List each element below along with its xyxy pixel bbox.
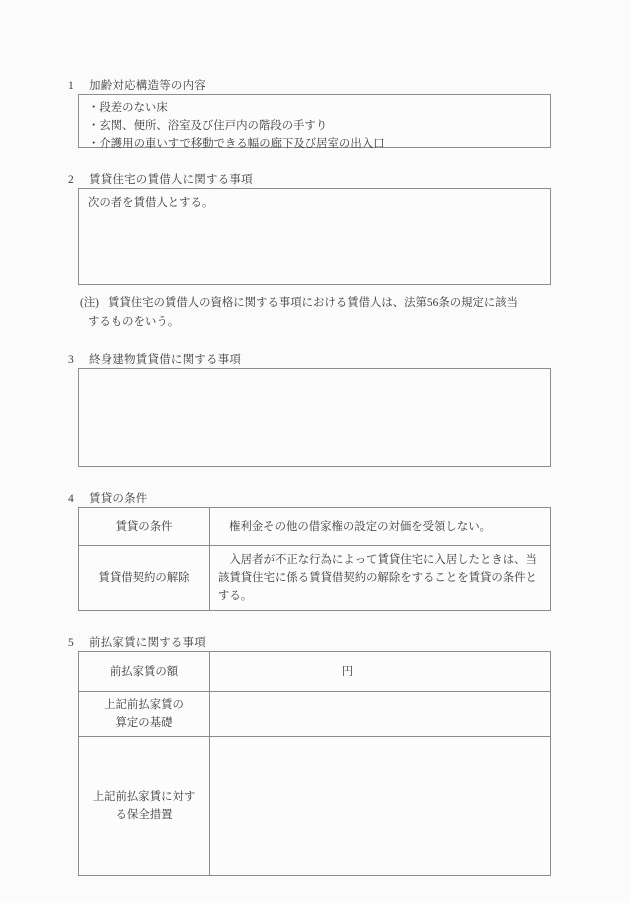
lessee-statement: 次の者を賃借人とする。 [88,197,214,209]
row-value-protection-measures[interactable] [210,737,551,876]
section-2-content-box[interactable] [78,188,551,285]
section-1-content-box [78,94,551,148]
section-4-heading [68,491,551,507]
section-5-heading [68,635,551,651]
section-5-title: 前払家賃に関する事項 [89,637,206,649]
prepaid-rent-table [78,651,551,876]
section-4-number: 4 [68,493,74,505]
section-5-number: 5 [68,637,74,649]
section-3-title: 終身建物賃貸借に関する事項 [89,354,242,366]
prepaid-basis-line-1: 上記前払家賃の [104,699,184,711]
aging-item-3: ・介護用の車いすで移動できる幅の廊下及び居室の出入口 [88,138,385,150]
section-1-number: 1 [68,80,74,92]
table-row [79,546,551,611]
note-label: (注) [80,297,99,309]
section-3-content-box[interactable] [78,368,551,467]
section-3-lifelong-lease [68,352,551,467]
section-4-title: 賃貸の条件 [89,493,148,505]
note-line-1: 賃貸住宅の賃借人の資格に関する事項における賃借人は、法第56条の規定に該当 [107,297,519,309]
section-3-heading [68,352,551,368]
section-2-title: 賃貸住宅の賃借人に関する事項 [89,174,253,186]
row-value-prepaid-amount[interactable] [210,652,551,692]
table-row [79,692,551,737]
row-label-prepaid-amount: 前払家賃の額 [79,652,210,692]
row-value-contract-termination[interactable]: 入居者が不正な行為によって賃貸住宅に入居したときは、当該賃貸住宅に係る賃貸借契約の解除をすることを賃貸の条件とする。 [210,546,551,611]
row-label-contract-termination: 賃貸借契約の解除 [79,546,210,611]
table-row [79,508,551,546]
spacer [68,467,551,491]
lease-conditions-table [78,507,551,611]
row-label-prepaid-basis [79,692,210,737]
table-row [79,652,551,692]
section-5-prepaid-rent [68,635,551,876]
row-value-lease-condition[interactable] [210,508,551,546]
section-1-aging-structure [68,78,551,148]
row-label-lease-condition: 賃貸の条件 [79,508,210,546]
section-1-heading [68,78,551,94]
section-2-lessee [68,172,551,332]
note-line-2: するものをいう。 [88,316,180,328]
table-row [79,737,551,876]
spacer [68,611,551,635]
lease-condition-text: 権利金その他の借家権の設定の対価を受領しない。 [229,520,491,533]
section-1-title: 加齢対応構造等の内容 [89,80,206,92]
row-value-prepaid-basis[interactable] [210,692,551,737]
row-label-protection-measures [79,737,210,876]
section-2-note [80,294,552,332]
protection-measures-line-1: 上記前払家賃に対す [92,791,196,803]
yen-unit: 円 [341,665,354,678]
prepaid-basis-line-2: 算定の基礎 [115,717,173,729]
section-2-number: 2 [68,174,74,186]
spacer [68,332,551,352]
section-4-lease-conditions [68,491,551,611]
protection-measures-line-2: る保全措置 [115,809,173,821]
section-3-number: 3 [68,354,74,366]
section-2-heading [68,172,551,188]
aging-item-2: ・玄関、便所、浴室及び住戸内の階段の手すり [88,120,328,132]
aging-item-1: ・段差のない床 [88,102,168,114]
